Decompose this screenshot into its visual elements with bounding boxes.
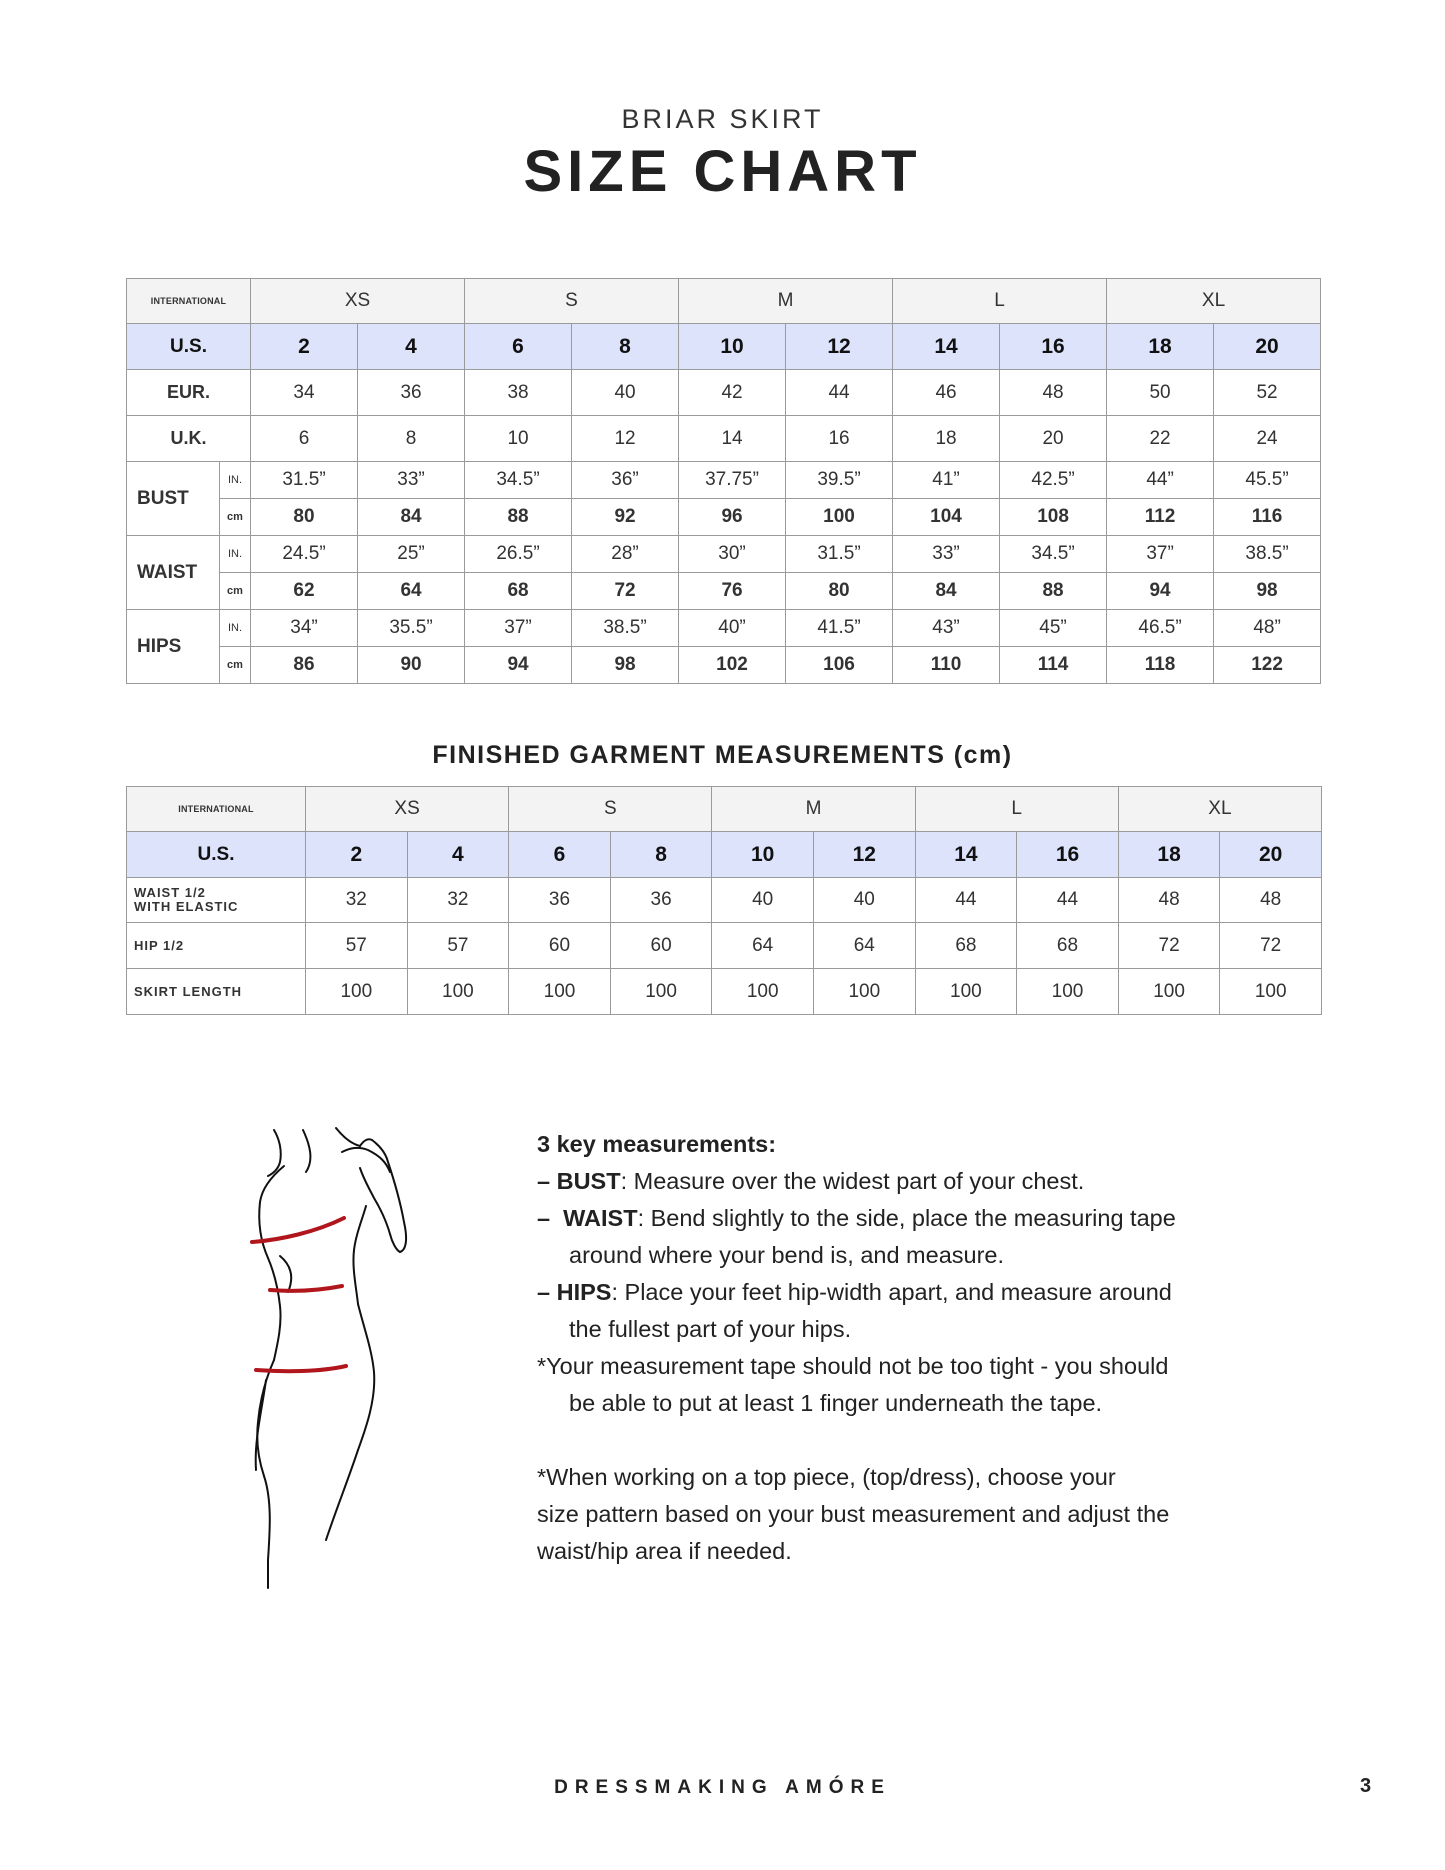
- hip-cell: 68: [915, 923, 1017, 969]
- instructions-heading: 3 key measurements:: [537, 1131, 777, 1157]
- waist-half-cell: 32: [407, 878, 509, 923]
- measurement-instructions: [537, 1126, 1257, 1570]
- spacer: [537, 1422, 1257, 1459]
- waist-half-cell: 40: [712, 878, 814, 923]
- document-subtitle: BRIAR SKIRT: [621, 104, 824, 134]
- us-size-cell: 10: [712, 832, 814, 878]
- eur-label-cell: EUR.: [127, 370, 251, 416]
- garment-hip-row: [127, 923, 1322, 969]
- intl-size-row: [127, 279, 1321, 324]
- measuring-tape-lines: [252, 1218, 346, 1371]
- waist-half-label-cell: [127, 878, 306, 923]
- uk-size-cell: 18: [893, 416, 1000, 462]
- unit-cm-cell: cm: [220, 499, 251, 536]
- hips-in-cell: 34”: [251, 610, 358, 647]
- length-cell: 100: [509, 969, 611, 1015]
- us-size-cell: 18: [1118, 832, 1220, 878]
- uk-size-row: [127, 416, 1321, 462]
- hips-cm-cell: 102: [679, 647, 786, 684]
- hips-cm-cell: 94: [465, 647, 572, 684]
- waist-instruction: [537, 1200, 1257, 1237]
- hips-in-cell: 40”: [679, 610, 786, 647]
- waist-cm-cell: 64: [358, 573, 465, 610]
- hips-in-row: [127, 610, 1321, 647]
- bust-in-cell: 41”: [893, 462, 1000, 499]
- hips-in-cell: 38.5”: [572, 610, 679, 647]
- top-piece-note-2: size pattern based on your bust measurement and adjust the: [537, 1501, 1170, 1527]
- waist-term: WAIST: [563, 1205, 638, 1231]
- length-cell: 100: [407, 969, 509, 1015]
- bust-cm-cell: 88: [465, 499, 572, 536]
- us-label-cell: U.S.: [127, 832, 306, 878]
- bust-in-cell: 31.5”: [251, 462, 358, 499]
- bullet-dash: –: [537, 1205, 551, 1231]
- us-size-row: [127, 324, 1321, 370]
- us-size-cell: 14: [915, 832, 1017, 878]
- waist-in-cell: 28”: [572, 536, 679, 573]
- eur-size-cell: 34: [251, 370, 358, 416]
- uk-size-cell: 16: [786, 416, 893, 462]
- length-cell: 100: [1017, 969, 1119, 1015]
- hips-text-2: the fullest part of your hips.: [569, 1316, 852, 1342]
- waist-half-cell: 40: [813, 878, 915, 923]
- eur-size-cell: 50: [1107, 370, 1214, 416]
- length-cell: 100: [813, 969, 915, 1015]
- intl-size-cell: XS: [251, 279, 465, 324]
- us-size-cell: 20: [1214, 324, 1321, 370]
- intl-label-cell: INTERNATIONAL: [127, 787, 306, 832]
- hips-in-cell: 43”: [893, 610, 1000, 647]
- bust-cm-cell: 100: [786, 499, 893, 536]
- waist-cm-cell: 68: [465, 573, 572, 610]
- waist-in-row: [127, 536, 1321, 573]
- hips-cm-cell: 106: [786, 647, 893, 684]
- bust-text: : Measure over the widest part of your chest.: [620, 1168, 1085, 1194]
- length-cell: 100: [712, 969, 814, 1015]
- waist-in-cell: 33”: [893, 536, 1000, 573]
- hips-term: HIPS: [556, 1279, 612, 1305]
- top-piece-note-1: *When working on a top piece, (top/dress), choose your: [537, 1464, 1116, 1490]
- eur-size-cell: 52: [1214, 370, 1321, 416]
- bust-in-row: [127, 462, 1321, 499]
- waist-cm-row: [127, 573, 1321, 610]
- hips-cm-cell: 114: [1000, 647, 1107, 684]
- hips-label-cell: HIPS: [127, 610, 220, 684]
- uk-size-cell: 8: [358, 416, 465, 462]
- bullet-dash: –: [537, 1168, 551, 1194]
- us-size-cell: 6: [465, 324, 572, 370]
- hips-cm-cell: 122: [1214, 647, 1321, 684]
- waist-half-cell: 48: [1220, 878, 1322, 923]
- hips-in-cell: 41.5”: [786, 610, 893, 647]
- document-title: SIZE CHART: [523, 139, 922, 204]
- length-cell: 100: [306, 969, 408, 1015]
- garment-waist-row: [127, 878, 1322, 923]
- us-size-cell: 16: [1017, 832, 1119, 878]
- waist-in-cell: 38.5”: [1214, 536, 1321, 573]
- waist-text-2: around where your bend is, and measure.: [569, 1242, 1005, 1268]
- garment-us-size-row: [127, 832, 1322, 878]
- footer-brand: DRESSMAKING AMÓRE: [554, 1777, 891, 1798]
- waist-cm-cell: 98: [1214, 573, 1321, 610]
- intl-size-cell: M: [679, 279, 893, 324]
- us-size-cell: 20: [1220, 832, 1322, 878]
- hips-in-cell: 46.5”: [1107, 610, 1214, 647]
- uk-size-cell: 24: [1214, 416, 1321, 462]
- figure-outline: [256, 1128, 406, 1588]
- waist-in-cell: 30”: [679, 536, 786, 573]
- length-cell: 100: [1220, 969, 1322, 1015]
- hips-in-cell: 45”: [1000, 610, 1107, 647]
- us-size-cell: 8: [610, 832, 712, 878]
- uk-size-cell: 12: [572, 416, 679, 462]
- us-label-cell: U.S.: [127, 324, 251, 370]
- hip-cell: 60: [509, 923, 611, 969]
- tape-note-2: be able to put at least 1 finger underneath the tape.: [569, 1390, 1103, 1416]
- waist-label-line-1: WAIST 1/2: [134, 885, 206, 900]
- bust-cm-cell: 112: [1107, 499, 1214, 536]
- body-measurement-illustration: [240, 1110, 480, 1590]
- unit-in-cell: IN.: [220, 462, 251, 499]
- intl-size-cell: L: [893, 279, 1107, 324]
- hip-cell: 64: [712, 923, 814, 969]
- garment-length-row: [127, 969, 1322, 1015]
- hip-cell: 57: [407, 923, 509, 969]
- waist-tape-line: [270, 1286, 342, 1291]
- unit-in-cell: IN.: [220, 610, 251, 647]
- waist-half-cell: 44: [1017, 878, 1119, 923]
- waist-in-cell: 31.5”: [786, 536, 893, 573]
- hip-cell: 72: [1118, 923, 1220, 969]
- waist-in-cell: 24.5”: [251, 536, 358, 573]
- hips-in-cell: 35.5”: [358, 610, 465, 647]
- length-cell: 100: [1118, 969, 1220, 1015]
- bust-in-cell: 39.5”: [786, 462, 893, 499]
- waist-half-cell: 36: [610, 878, 712, 923]
- waist-half-cell: 44: [915, 878, 1017, 923]
- uk-size-cell: 10: [465, 416, 572, 462]
- us-size-cell: 10: [679, 324, 786, 370]
- waist-in-cell: 34.5”: [1000, 536, 1107, 573]
- unit-in-cell: IN.: [220, 536, 251, 573]
- hips-in-cell: 48”: [1214, 610, 1321, 647]
- bust-in-cell: 37.75”: [679, 462, 786, 499]
- uk-size-cell: 20: [1000, 416, 1107, 462]
- eur-size-row: [127, 370, 1321, 416]
- us-size-cell: 4: [407, 832, 509, 878]
- bust-cm-cell: 84: [358, 499, 465, 536]
- hips-instruction: [537, 1274, 1257, 1311]
- length-cell: 100: [610, 969, 712, 1015]
- eur-size-cell: 40: [572, 370, 679, 416]
- bust-cm-cell: 92: [572, 499, 679, 536]
- eur-size-cell: 36: [358, 370, 465, 416]
- garment-intl-size-row: [127, 787, 1322, 832]
- bust-cm-cell: 80: [251, 499, 358, 536]
- us-size-cell: 8: [572, 324, 679, 370]
- unit-cm-cell: cm: [220, 573, 251, 610]
- waist-cm-cell: 72: [572, 573, 679, 610]
- us-size-cell: 2: [306, 832, 408, 878]
- bust-cm-cell: 108: [1000, 499, 1107, 536]
- hip-label-cell: HIP 1/2: [127, 923, 306, 969]
- bust-cm-cell: 104: [893, 499, 1000, 536]
- hips-cm-cell: 110: [893, 647, 1000, 684]
- garment-measurements-title: FINISHED GARMENT MEASUREMENTS (cm): [432, 741, 1013, 769]
- bust-in-cell: 42.5”: [1000, 462, 1107, 499]
- waist-label-cell: WAIST: [127, 536, 220, 610]
- bullet-dash: –: [537, 1279, 551, 1305]
- waist-cm-cell: 88: [1000, 573, 1107, 610]
- hip-cell: 64: [813, 923, 915, 969]
- hips-cm-row: [127, 647, 1321, 684]
- waist-cm-cell: 84: [893, 573, 1000, 610]
- intl-size-cell: S: [465, 279, 679, 324]
- waist-cm-cell: 94: [1107, 573, 1214, 610]
- bust-label-cell: BUST: [127, 462, 220, 536]
- bust-cm-cell: 96: [679, 499, 786, 536]
- intl-size-cell: M: [712, 787, 915, 832]
- page-number: 3: [1360, 1775, 1372, 1797]
- hips-cm-cell: 86: [251, 647, 358, 684]
- uk-size-cell: 6: [251, 416, 358, 462]
- intl-size-cell: L: [915, 787, 1118, 832]
- hip-cell: 57: [306, 923, 408, 969]
- eur-size-cell: 44: [786, 370, 893, 416]
- us-size-cell: 16: [1000, 324, 1107, 370]
- uk-label-cell: U.K.: [127, 416, 251, 462]
- hips-cm-cell: 90: [358, 647, 465, 684]
- hips-text-1: : Place your feet hip-width apart, and measure around: [611, 1279, 1172, 1305]
- eur-size-cell: 38: [465, 370, 572, 416]
- hips-cm-cell: 118: [1107, 647, 1214, 684]
- bust-in-cell: 34.5”: [465, 462, 572, 499]
- bust-in-cell: 36”: [572, 462, 679, 499]
- intl-size-cell: XS: [306, 787, 509, 832]
- hips-in-cell: 37”: [465, 610, 572, 647]
- intl-size-cell: XL: [1118, 787, 1321, 832]
- us-size-cell: 4: [358, 324, 465, 370]
- us-size-cell: 18: [1107, 324, 1214, 370]
- bust-instruction: [537, 1163, 1257, 1200]
- length-label-cell: SKIRT LENGTH: [127, 969, 306, 1015]
- bust-term: BUST: [556, 1168, 621, 1194]
- waist-in-cell: 37”: [1107, 536, 1214, 573]
- hip-cell: 72: [1220, 923, 1322, 969]
- size-chart-table: [126, 278, 1321, 684]
- waist-half-cell: 36: [509, 878, 611, 923]
- garment-measurements-table: [126, 786, 1322, 1015]
- unit-cm-cell: cm: [220, 647, 251, 684]
- bust-cm-cell: 116: [1214, 499, 1321, 536]
- us-size-cell: 12: [813, 832, 915, 878]
- bust-in-cell: 44”: [1107, 462, 1214, 499]
- us-size-cell: 6: [509, 832, 611, 878]
- waist-half-cell: 48: [1118, 878, 1220, 923]
- bust-tape-line: [252, 1218, 344, 1242]
- waist-in-cell: 26.5”: [465, 536, 572, 573]
- hip-cell: 68: [1017, 923, 1119, 969]
- bust-cm-row: [127, 499, 1321, 536]
- waist-half-cell: 32: [306, 878, 408, 923]
- intl-size-cell: S: [509, 787, 712, 832]
- bust-in-cell: 45.5”: [1214, 462, 1321, 499]
- waist-cm-cell: 80: [786, 573, 893, 610]
- hips-cm-cell: 98: [572, 647, 679, 684]
- intl-label-cell: INTERNATIONAL: [127, 279, 251, 324]
- waist-label-line-2: WITH ELASTIC: [134, 899, 239, 914]
- uk-size-cell: 22: [1107, 416, 1214, 462]
- length-cell: 100: [915, 969, 1017, 1015]
- eur-size-cell: 46: [893, 370, 1000, 416]
- waist-cm-cell: 62: [251, 573, 358, 610]
- hip-cell: 60: [610, 923, 712, 969]
- eur-size-cell: 42: [679, 370, 786, 416]
- waist-in-cell: 25”: [358, 536, 465, 573]
- waist-text-1: : Bend slightly to the side, place the measuring tape: [637, 1205, 1176, 1231]
- top-piece-note-3: waist/hip area if needed.: [537, 1538, 792, 1564]
- us-size-cell: 14: [893, 324, 1000, 370]
- tape-note-1: *Your measurement tape should not be too tight - you should: [537, 1353, 1169, 1379]
- bust-in-cell: 33”: [358, 462, 465, 499]
- uk-size-cell: 14: [679, 416, 786, 462]
- waist-cm-cell: 76: [679, 573, 786, 610]
- us-size-cell: 2: [251, 324, 358, 370]
- us-size-cell: 12: [786, 324, 893, 370]
- intl-size-cell: XL: [1107, 279, 1321, 324]
- eur-size-cell: 48: [1000, 370, 1107, 416]
